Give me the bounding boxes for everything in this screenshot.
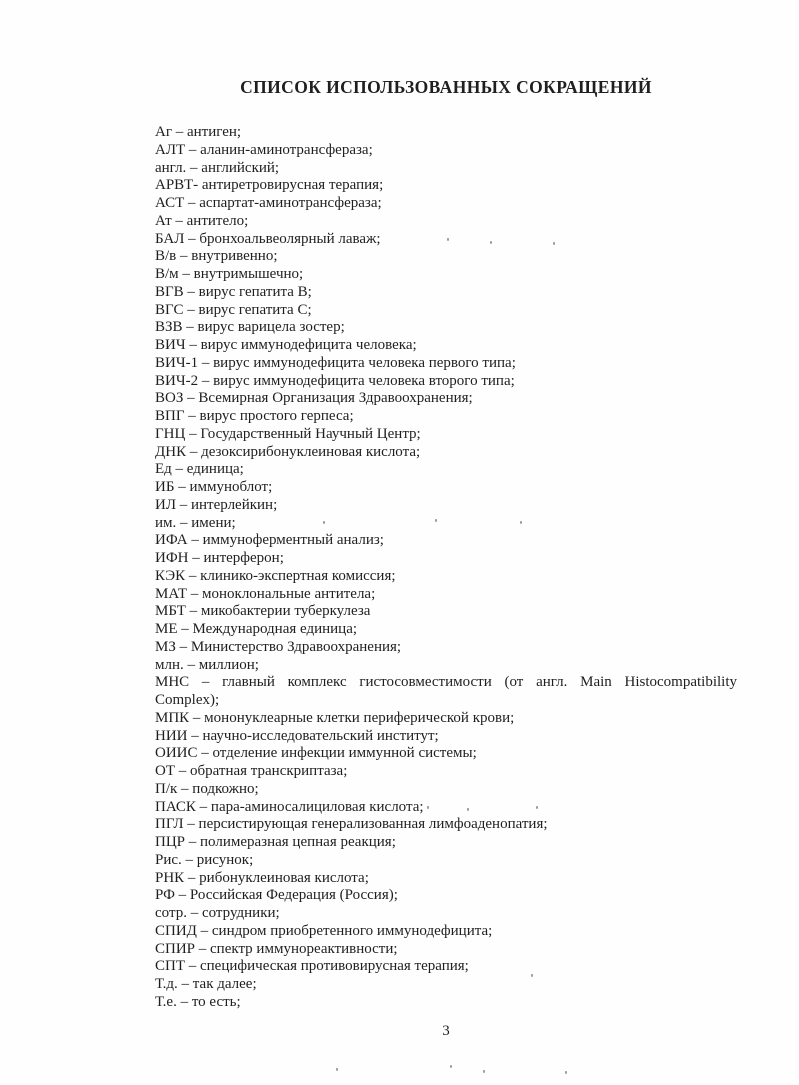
page-number: 3 [442,1022,450,1039]
scan-speck [323,521,325,524]
abbreviation-entry: ВГВ – вирус гепатита В; [155,283,312,300]
abbreviation-entry: КЭК – клинико-экспертная комиссия; [155,567,396,584]
scan-speck [565,1071,567,1074]
scan-speck [450,1065,452,1068]
abbreviation-entry: Ед – единица; [155,461,244,478]
page-title: СПИСОК ИСПОЛЬЗОВАННЫХ СОКРАЩЕНИЙ [240,77,652,97]
abbreviation-entry: Т.д. – так далее; [155,976,257,992]
abbreviation-entry: МПК – мононуклеарные клетки периферической крови; [155,709,515,726]
abbreviation-entry: млн. – миллион; [155,656,259,673]
abbreviation-entry: БАЛ – бронхоальвеолярный лаваж; [155,230,381,247]
abbreviation-entry: ИБ – иммуноблот; [155,479,273,495]
abbreviation-entry: ОИИС – отделение инфекции иммунной системы; [155,745,477,762]
abbreviation-entry: ВГС – вирус гепатита С; [155,301,312,318]
abbreviation-entry: РФ – Российская Федерация (Россия); [155,887,398,904]
abbreviation-entry: РНК – рибонуклеиновая кислота; [155,869,369,886]
abbreviation-entry: СПТ – специфическая противовирусная терапия; [155,958,469,975]
abbreviation-entry: МЕ – Международная единица; [155,621,358,637]
abbreviation-entry: сотр. – сотрудники; [155,905,280,921]
abbreviation-entry: ВИЧ-2 – вирус иммунодефицита человека второго типа; [155,372,515,389]
abbreviation-entry: Аг – антиген; [155,124,242,140]
scan-speck [531,974,533,977]
abbreviation-entry: ВПГ – вирус простого герпеса; [155,408,354,424]
scan-speck [427,806,429,809]
abbreviation-entry: Ат – антитело; [155,212,249,229]
abbreviation-entry: ВОЗ – Всемирная Организация Здравоохранения; [155,390,473,407]
scan-speck [467,808,469,811]
abbreviation-entry: МАТ – моноклональные антитела; [155,585,376,602]
abbreviation-entry: ПЦР – полимеразная цепная реакция; [155,834,396,850]
abbreviation-entry: Т.е. – то есть; [155,993,241,1010]
abbreviation-entry: ОТ – обратная транскриптаза; [155,763,348,779]
abbreviation-entry: МНС – главный комплекс гистосовместимости (от англ. Main Histocompatibility [155,674,737,691]
abbreviation-entry: СПИД – синдром приобретенного иммунодефицита; [155,922,493,939]
abbreviation-entry: ИЛ – интерлейкин; [155,496,278,513]
text-column [155,0,737,1040]
abbreviation-entry: МЗ – Министерство Здравоохранения; [155,638,402,655]
abbreviation-entry: ИФН – интерферон; [155,550,284,566]
abbreviation-entry: ПАСК – пара-аминосалициловая кислота; [155,798,424,815]
abbreviation-entry: ВИЧ – вирус иммунодефицита человека; [155,337,417,353]
abbreviation-entry: ПГЛ – персистирующая генерализованная лимфоаденопатия; [155,816,548,833]
abbreviation-entry: В/в – внутривенно; [155,248,278,265]
abbreviation-entry: НИИ – научно-исследовательский институт; [155,727,439,744]
scan-speck [553,242,555,245]
scan-speck [483,1070,485,1073]
abbreviation-entry: АЛТ – аланин-аминотрансфераза; [155,141,373,158]
abbreviation-entry: ИФА – иммуноферментный анализ; [155,532,384,549]
abbreviation-entry: СПИР – спектр иммунореактивности; [155,940,398,957]
scan-speck [536,806,538,809]
abbreviation-entry: Complex); [155,692,220,708]
abbreviation-entry: ВИЧ-1 – вирус иммунодефицита человека первого типа; [155,354,516,371]
abbreviation-entry: ГНЦ – Государственный Научный Центр; [155,425,421,442]
abbreviation-entry: АСТ – аспартат-аминотрансфераза; [155,195,382,211]
abbreviation-entry: ВЗВ – вирус варицела зостер; [155,319,345,336]
abbreviation-entry: МБТ – микобактерии туберкулеза [155,603,371,620]
abbreviation-entry: АРВТ- антиретровирусная терапия; [155,177,384,194]
abbreviation-entry: ДНК – дезоксирибонуклеиновая кислота; [155,443,421,460]
scan-speck [435,519,437,522]
abbreviation-entry: П/к – подкожно; [155,780,259,797]
abbreviation-list [155,124,737,1012]
abbreviation-entry: В/м – внутримышечно; [155,266,304,282]
abbreviation-entry: англ. – английский; [155,159,280,176]
scan-speck [447,238,449,241]
scan-speck [520,521,522,524]
abbreviation-entry: им. – имени; [155,514,236,531]
scan-speck [490,241,492,244]
abbreviation-entry: Рис. – рисунок; [155,851,254,868]
scan-speck [336,1068,338,1071]
